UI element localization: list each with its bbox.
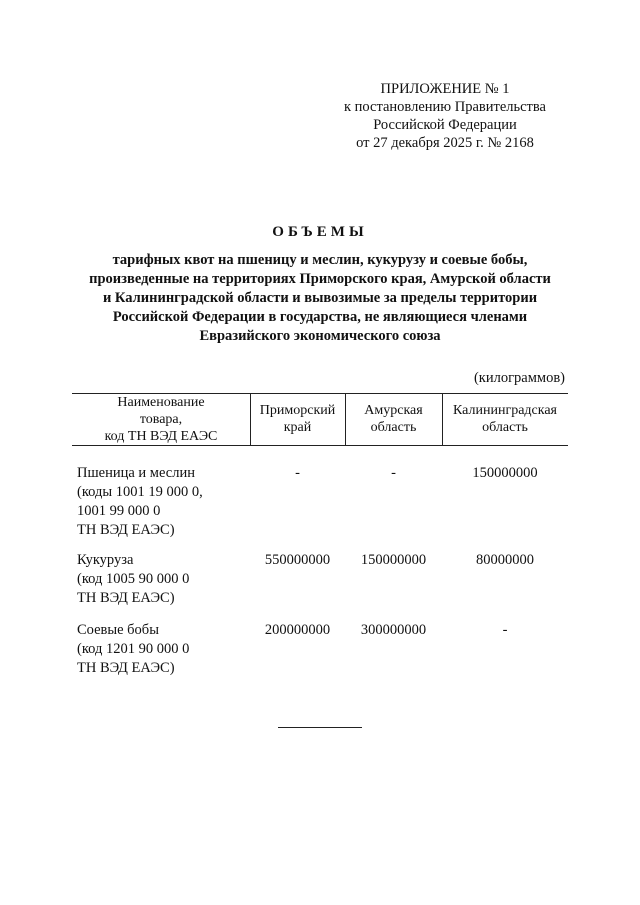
document-subtitle [70, 251, 570, 346]
value-kaliningrad: - [502, 622, 508, 638]
value-primorsky: 200000000 [264, 622, 331, 638]
subtitle-line: Евразийского экономического союза [199, 328, 441, 344]
subtitle-line: и Калининградской области и вывозимые за пределы территории [102, 290, 538, 306]
header-kaliningrad: Калининградская область [453, 403, 557, 435]
product-name: Кукуруза (код 1005 90 000 0 ТН ВЭД ЕАЭС) [77, 552, 190, 606]
subtitle-line: Российской Федерации в государства, не являющиеся членами [112, 309, 528, 325]
end-divider [278, 727, 362, 728]
appendix-title: ПРИЛОЖЕНИЕ № 1 [380, 81, 510, 97]
value-kaliningrad: 80000000 [476, 552, 534, 568]
value-kaliningrad: 150000000 [472, 465, 538, 481]
product-name: Пшеница и меслин (коды 1001 19 000 0, 1001 99 000 0 ТН ВЭД ЕАЭС) [77, 465, 203, 538]
units-label: (килограммов) [473, 370, 565, 386]
subtitle-line: произведенные на территориях Приморского края, Амурской области [89, 271, 551, 287]
header-amur: Амурская область [364, 403, 423, 435]
value-primorsky: 550000000 [264, 552, 331, 568]
product-name: Соевые бобы (код 1201 90 000 0 ТН ВЭД ЕАЭС) [77, 622, 190, 676]
appendix-line: к постановлению Правительства [344, 99, 546, 115]
value-amur: - [391, 465, 396, 481]
table-header-rule [72, 445, 568, 446]
value-primorsky: - [295, 465, 300, 481]
header-product: Наименование товара, код ТН ВЭД ЕАЭС [104, 394, 218, 444]
document-title: ОБЪЕМЫ [272, 224, 368, 240]
value-amur: 150000000 [360, 552, 427, 568]
header-primorsky: Приморский край [259, 403, 336, 435]
appendix-date-number: от 27 декабря 2025 г. № 2168 [356, 135, 534, 151]
appendix-line: Российской Федерации [373, 117, 517, 133]
value-amur: 300000000 [360, 622, 427, 638]
appendix-header [330, 80, 560, 152]
subtitle-line: тарифных квот на пшеницу и меслин, кукурузу и соевые бобы, [112, 252, 528, 268]
